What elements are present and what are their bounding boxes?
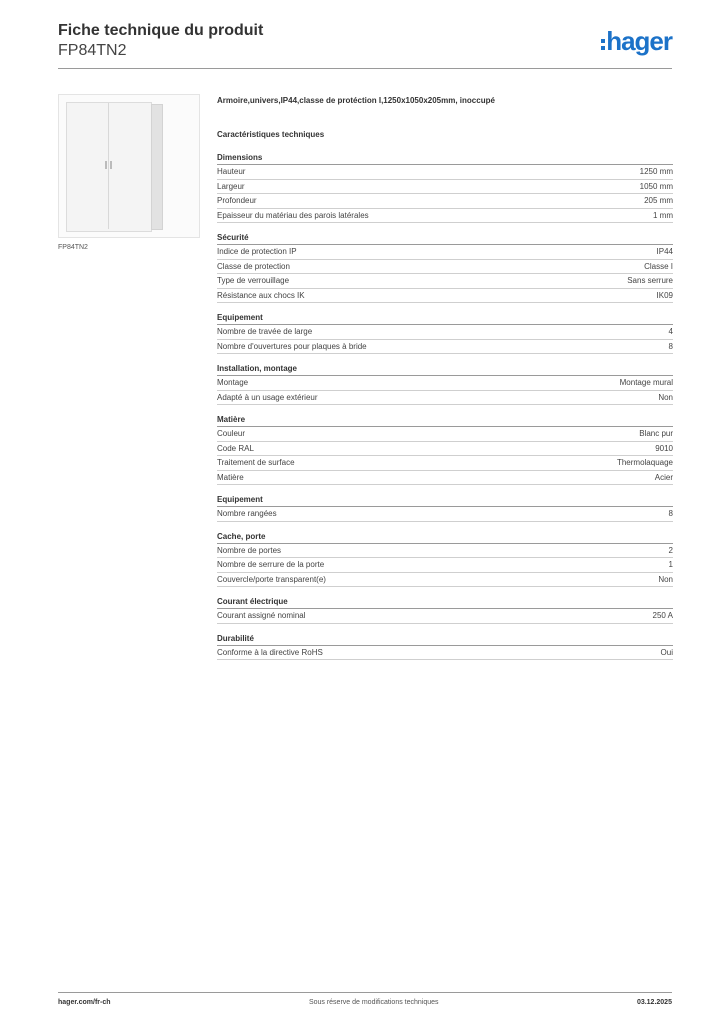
spec-label: Nombre de serrure de la porte [217,560,325,569]
cabinet-door-split [108,103,109,229]
spec-row [217,558,673,573]
spec-value: 4 [668,327,673,336]
spec-row [217,646,673,661]
spec-label: Couleur [217,429,246,438]
spec-row [217,325,673,340]
spec-section [217,596,673,624]
cabinet-handle-right [110,161,112,169]
spec-label: Nombre de travée de large [217,327,313,336]
spec-label: Nombre de portes [217,545,282,555]
spec-label: Couvercle/porte transparent(e) [217,574,326,584]
spec-row [217,260,673,275]
spec-row [217,391,673,406]
image-caption: FP84TN2 [58,244,88,251]
spec-row [217,274,673,289]
spec-section [217,633,673,661]
spec-row [217,456,673,471]
spec-row [217,194,673,209]
section-title: Cache, porte [217,531,673,544]
spec-value: Non [658,392,673,402]
spec-value: 8 [668,509,673,518]
spec-section [217,152,673,223]
spec-value: 8 [668,341,673,351]
spec-label: Nombre rangées [217,509,277,518]
spec-label: Traitement de surface [217,458,295,467]
cabinet-front [66,102,152,232]
spec-label: Code RAL [217,443,254,453]
spec-label: Profondeur [217,196,257,205]
spec-value: 1 [668,560,673,569]
spec-row [217,376,673,391]
spec-value: Non [658,574,673,584]
spec-value: Classe I [644,261,673,271]
spec-label: Epaisseur du matériau des parois latérales [217,210,369,220]
cabinet-side [151,104,163,230]
specs-heading: Caractéristiques techniques [217,130,325,139]
spec-row [217,245,673,260]
spec-row [217,340,673,355]
spec-section [217,494,673,522]
footer-date: 03.12.2025 [636,999,672,1006]
spec-row [217,471,673,486]
page-footer [58,992,672,1006]
spec-label: Classe de protection [217,261,290,271]
section-title: Dimensions [217,152,673,165]
spec-row [217,165,673,180]
spec-row [217,209,673,224]
spec-label: Adapté à un usage extérieur [217,392,318,402]
spec-section [217,414,673,485]
section-title: Durabilité [217,633,673,646]
spec-value: Montage mural [619,378,673,387]
spec-value: 1 mm [653,210,673,220]
page-title: Fiche technique du produit [58,22,264,39]
spec-row [217,573,673,588]
product-reference: FP84TN2 [58,42,127,59]
section-title: Installation, montage [217,363,673,376]
spec-row [217,544,673,559]
section-title: Sécurité [217,232,673,245]
hager-logo [601,28,672,54]
footer-website[interactable]: hager.com/fr-ch [58,999,111,1006]
spec-label: Matière [217,472,244,482]
specifications [217,96,673,669]
spec-row [217,427,673,442]
spec-value: Oui [660,647,673,657]
cabinet-handle-left [105,161,107,169]
spec-row [217,180,673,195]
section-title: Equipement [217,494,673,507]
spec-section [217,363,673,405]
logo-wordmark: hager [606,26,672,56]
spec-sections [217,152,673,660]
product-description: Armoire,univers,IP44,classe de protéction I,1250x1050x205mm, inoccupé [217,96,495,105]
spec-label: Largeur [217,181,245,191]
spec-row [217,442,673,457]
spec-row [217,609,673,624]
logo-dots-icon [601,39,605,50]
spec-value: Sans serrure [627,276,673,285]
spec-section [217,312,673,354]
spec-label: Indice de protection IP [217,247,297,256]
spec-value: 205 mm [644,196,673,205]
spec-section [217,531,673,588]
section-title: Equipement [217,312,673,325]
spec-label: Montage [217,378,249,387]
spec-value: Thermolaquage [616,458,673,467]
spec-value: 9010 [655,443,673,453]
section-title: Courant électrique [217,596,673,609]
spec-value: Blanc pur [639,429,673,438]
product-image [58,94,200,238]
header-divider [58,68,672,69]
spec-value: 2 [668,545,673,555]
spec-row [217,507,673,522]
document-header [58,22,263,60]
spec-label: Type de verrouillage [217,276,290,285]
spec-section [217,232,673,303]
spec-label: Hauteur [217,167,246,176]
section-title: Matière [217,414,673,427]
spec-label: Courant assigné nominal [217,611,306,620]
spec-value: 1250 mm [639,167,673,176]
spec-value: 1050 mm [639,181,673,191]
spec-value: IP44 [656,247,673,256]
spec-value: 250 A [652,611,673,620]
spec-label: Conforme à la directive RoHS [217,647,323,657]
spec-value: Acier [654,472,673,482]
spec-row [217,289,673,304]
spec-label: Nombre d'ouvertures pour plaques à bride [217,341,367,351]
spec-value: IK09 [656,290,673,300]
spec-label: Résistance aux chocs IK [217,290,305,300]
footer-notice: Sous réserve de modifications techniques [308,999,439,1006]
